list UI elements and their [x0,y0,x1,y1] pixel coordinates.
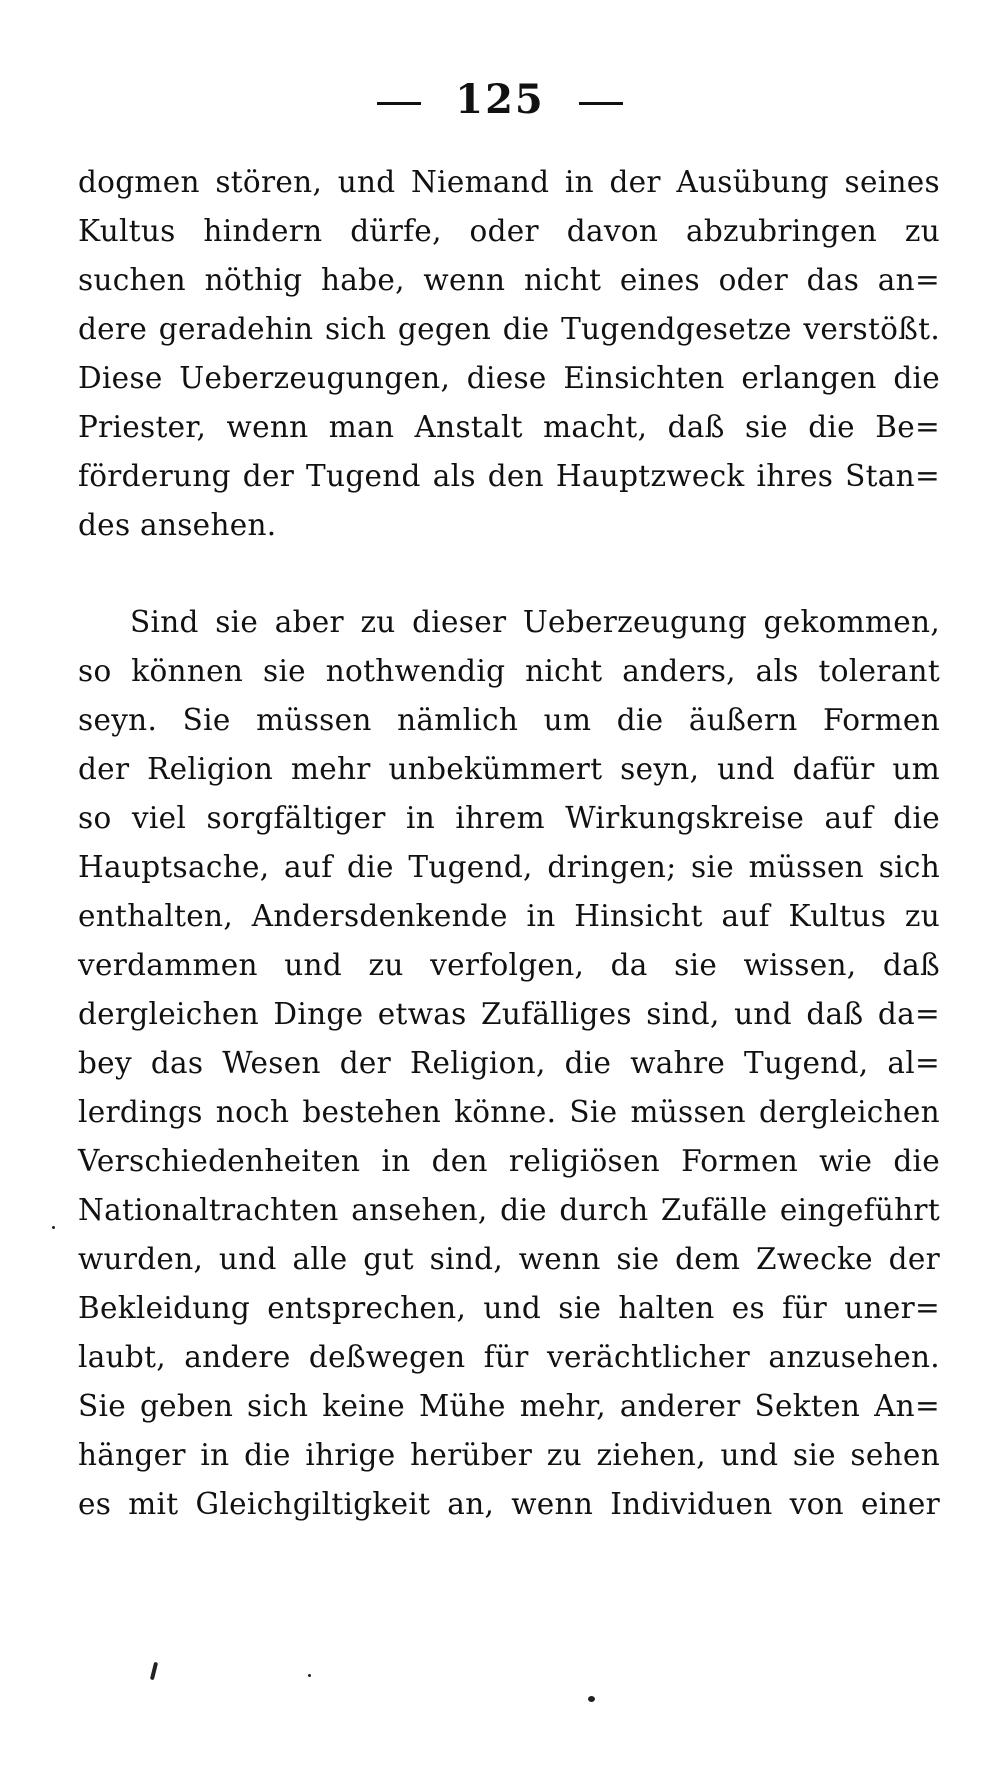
text-line: Sind sie aber zu dieser Ueberzeugung gekommen, [130,605,940,639]
text-line: dere geradehin sich gegen die Tugendgesetze verstößt. [78,312,940,346]
text-line: enthalten, Andersdenkende in Hinsicht auf Kultus zu [78,899,940,933]
text-line: Verschiedenheiten in den religiösen Formen wie die [78,1144,940,1178]
print-speck [150,1662,158,1680]
body-text [78,158,940,1529]
text-line: Diese Ueberzeugungen, diese Einsichten erlangen die [78,361,940,395]
text-line: förderung der Tugend als den Hauptzweck ihres Stan= [78,459,940,493]
print-speck [588,1696,595,1702]
text-line: es mit Gleichgiltigkeit an, wenn Individuen von einer [78,1487,940,1521]
text-line: Hauptsache, auf die Tugend, dringen; sie müssen sich [78,850,940,884]
text-line: verdammen und zu verfolgen, da sie wissen, daß [78,948,940,982]
header-dash-right [579,102,623,105]
page-header [0,70,1000,130]
header-dash-left [377,102,421,105]
text-line: Kultus hindern dürfe, oder davon abzubringen zu [78,214,940,248]
text-line: so können sie nothwendig nicht anders, als tolerant [78,654,940,688]
text-line: wurden, und alle gut sind, wenn sie dem Zwecke der [78,1242,940,1276]
text-line: so viel sorgfältiger in ihrem Wirkungskreise auf die [78,801,940,835]
text-line: dergleichen Dinge etwas Zufälliges sind, und daß da= [78,997,940,1031]
page-number: 125 [455,76,545,123]
text-line: der Religion mehr unbekümmert seyn, und dafür um [78,752,940,786]
text-line: hänger in die ihrige herüber zu ziehen, und sie sehen [78,1438,940,1472]
paragraph-2 [78,598,940,1529]
text-line: Priester, wenn man Anstalt macht, daß sie die Be= [78,410,940,444]
text-line: Nationaltrachten ansehen, die durch Zufälle eingeführt [78,1193,940,1227]
text-line: seyn. Sie müssen nämlich um die äußern Formen [78,703,940,737]
paragraph-1 [78,158,940,550]
text-line: dogmen stören, und Niemand in der Ausübung seines [78,165,940,199]
text-line: laubt, andere deßwegen für verächtlicher anzusehen. [78,1340,940,1374]
text-line: Sie geben sich keine Mühe mehr, anderer Sekten An= [78,1389,940,1423]
text-line: bey das Wesen der Religion, die wahre Tugend, al= [78,1046,940,1080]
print-speck [52,1226,55,1229]
text-line: Bekleidung entsprechen, und sie halten es für uner= [78,1291,940,1325]
text-line: des ansehen. [78,508,277,542]
text-line: suchen nöthig habe, wenn nicht eines oder das an= [78,263,940,297]
print-speck [308,1674,311,1677]
text-line: lerdings noch bestehen könne. Sie müssen dergleichen [78,1095,940,1129]
